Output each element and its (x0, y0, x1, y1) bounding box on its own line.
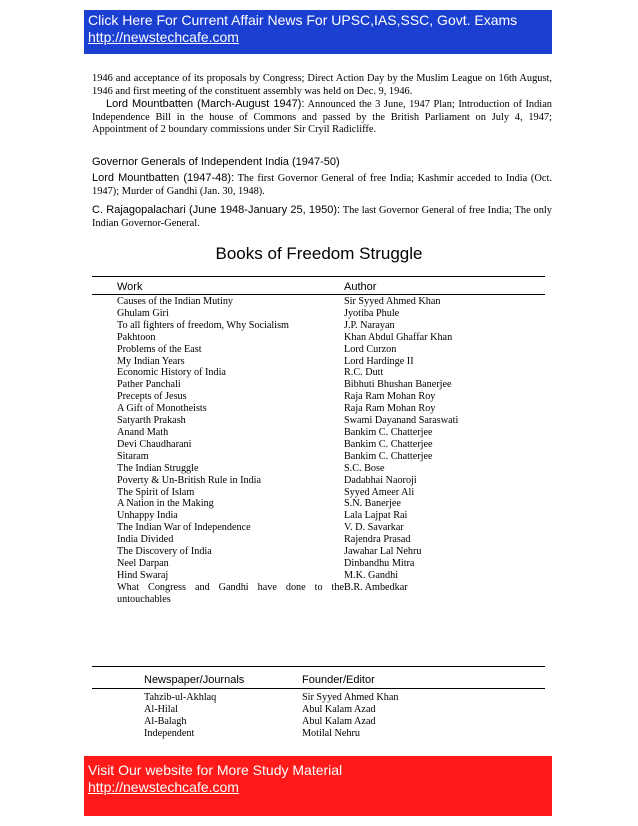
author-cell: Jyotiba Phule (344, 307, 400, 319)
table-row (144, 716, 399, 728)
table-row (117, 356, 537, 368)
author-cell: Abul Kalam Azad (302, 703, 376, 715)
author-cell: Motilal Nehru (302, 727, 361, 739)
work-cell: Precepts of Jesus (117, 391, 187, 403)
governor-1-text: The first Governor General of free India; Kashmir acceded to India (Oct. 1947); Murder of Gandhi (Jan. 30, 1948). (92, 173, 552, 197)
table-row (117, 403, 537, 415)
author-cell: V. D. Savarkar (344, 522, 404, 534)
author-cell: Sir Syyed Ahmed Khan (302, 692, 399, 703)
author-cell: Bankim C. Chatterjee (344, 450, 433, 462)
author-cell: B.R. Ambedkar (344, 581, 408, 593)
bottom-banner-text[interactable]: Visit Our website for More Study Material (88, 762, 343, 778)
table-row (117, 570, 537, 582)
work-cell: Hind Swaraj (117, 569, 169, 581)
work-cell: Anand Math (117, 426, 169, 438)
work-cell: Satyarth Prakash (117, 415, 186, 427)
author-cell: R.C. Dutt (344, 367, 384, 379)
author-cell: Swami Dayanand Saraswati (344, 415, 459, 427)
author-cell: Raja Ram Mohan Roy (344, 403, 436, 415)
author-cell: Rajendra Prasad (344, 534, 411, 546)
papers-col-work: Newspaper/Journals (144, 674, 245, 686)
table-row (144, 728, 399, 740)
table-row (117, 463, 537, 475)
bottom-banner-link[interactable]: http://newstechcafe.com (88, 779, 239, 795)
author-cell: Lord Hardinge II (344, 355, 414, 367)
bottom-banner[interactable] (84, 756, 552, 816)
table-row (117, 308, 537, 320)
table-row (117, 320, 537, 332)
author-cell: S.N. Banerjee (344, 498, 401, 510)
author-cell: S.C. Bose (344, 462, 385, 474)
work-cell: Independent (144, 727, 195, 739)
work-cell: Neel Darpan (117, 557, 169, 569)
books-col-author: Author (344, 281, 377, 293)
governor-2-heading: C. Rajagopalachari (June 1948-January 25, 1950): (92, 204, 341, 216)
author-cell: Jawahar Lal Nehru (344, 546, 422, 558)
top-banner-link[interactable]: http://newstechcafe.com (88, 29, 239, 45)
governor-2-text: The last Governor General of free India; The only Indian Governor-General. (92, 205, 552, 229)
papers-col-author: Founder/Editor (302, 674, 375, 686)
table-row (117, 582, 537, 606)
table-row (117, 427, 537, 439)
work-cell: Causes of the Indian Mutiny (117, 296, 234, 307)
author-cell: Khan Abdul Ghaffar Khan (344, 331, 453, 343)
work-cell: Poverty & Un-British Rule in India (117, 474, 262, 486)
books-header-rule (92, 294, 545, 295)
table-row (117, 487, 537, 499)
work-cell: India Divided (117, 534, 174, 546)
author-cell: Syyed Ameer Ali (344, 486, 415, 498)
work-cell: What Congress and Gandhi have done to the untouchables (117, 581, 344, 605)
table-row (117, 475, 537, 487)
work-cell: The Spirit of Islam (117, 486, 195, 498)
author-cell: M.K. Gandhi (344, 569, 399, 581)
governor-1-heading: Lord Mountbatten (1947-48): (92, 172, 235, 184)
work-cell: Sitaram (117, 450, 149, 462)
author-cell: Bibhuti Bhushan Banerjee (344, 379, 452, 391)
table-row (144, 692, 399, 704)
author-cell: Dadabhai Naoroji (344, 474, 417, 486)
table-row (117, 379, 537, 391)
work-cell: Ghulam Giri (117, 307, 169, 319)
author-cell: Lord Curzon (344, 343, 397, 355)
table-row (117, 534, 537, 546)
work-cell: The Indian Struggle (117, 462, 199, 474)
books-title: Books of Freedom Struggle (215, 244, 423, 263)
table-row (117, 510, 537, 522)
work-cell: To all fighters of freedom, Why Socialism (117, 319, 289, 331)
author-cell: Raja Ram Mohan Roy (344, 391, 436, 403)
work-cell: A Nation in the Making (117, 498, 214, 510)
table-row (117, 546, 537, 558)
books-table (117, 296, 537, 606)
intro-paragraph (92, 73, 552, 137)
books-col-work: Work (117, 281, 143, 293)
work-cell: Pakhtoon (117, 331, 156, 343)
governor-2 (92, 204, 552, 230)
work-cell: The Indian War of Independence (117, 522, 251, 534)
work-cell: Unhappy India (117, 510, 178, 522)
author-cell: Bankim C. Chatterjee (344, 426, 433, 438)
top-banner-text[interactable]: Click Here For Current Affair News For UPSC,IAS,SSC, Govt. Exams (88, 12, 518, 28)
intro-text: 1946 and acceptance of its proposals by Congress; Direct Action Day by the Muslim League on 16th August, 1946 and first meeting of the constituent assembly was held on Dec. 9, 1946. (92, 73, 552, 97)
governors-title: Governor Generals of Independent India (1947-50) (92, 156, 340, 168)
work-cell: My Indian Years (117, 355, 185, 367)
table-row (117, 391, 537, 403)
author-cell: Bankim C. Chatterjee (344, 438, 433, 450)
table-row (117, 344, 537, 356)
author-cell: J.P. Narayan (344, 319, 395, 331)
work-cell: Pather Panchali (117, 379, 181, 391)
papers-top-rule (92, 666, 545, 667)
table-row (117, 451, 537, 463)
mountbatten-text: Announced the 3 June, 1947 Plan; Introduction of Indian Independence Bill in the house of Commons and passed by the British Parliament on July 4, 1947; Appointment of 2 boundary commissions under Sir Cryil Radicliffe. (92, 99, 553, 136)
papers-header-rule (92, 688, 545, 689)
table-row (117, 439, 537, 451)
mountbatten-heading: Lord Mountbatten (March-August 1947): (106, 98, 305, 111)
papers-table (144, 692, 399, 740)
table-row (117, 498, 537, 510)
table-row (117, 296, 537, 308)
table-row (144, 704, 399, 716)
work-cell: A Gift of Monotheists (117, 403, 207, 415)
table-row (117, 415, 537, 427)
work-cell: Problems of the East (117, 343, 202, 355)
author-cell: Dinbandhu Mitra (344, 557, 415, 569)
table-row (117, 522, 537, 534)
table-row (117, 332, 537, 344)
author-cell: Sir Syyed Ahmed Khan (344, 296, 441, 307)
top-banner[interactable] (84, 10, 552, 54)
books-top-rule (92, 276, 545, 277)
work-cell: Devi Chaudharani (117, 438, 192, 450)
governor-1 (92, 172, 552, 198)
author-cell: Abul Kalam Azad (302, 715, 376, 727)
work-cell: Al-Balagh (144, 715, 187, 727)
table-row (117, 558, 537, 570)
work-cell: The Discovery of India (117, 546, 212, 558)
work-cell: Al-Hilal (144, 703, 178, 715)
author-cell: Lala Lajpat Rai (344, 510, 408, 522)
work-cell: Tahzib-ul-Akhlaq (144, 692, 217, 703)
table-row (117, 367, 537, 379)
work-cell: Economic History of India (117, 367, 226, 379)
